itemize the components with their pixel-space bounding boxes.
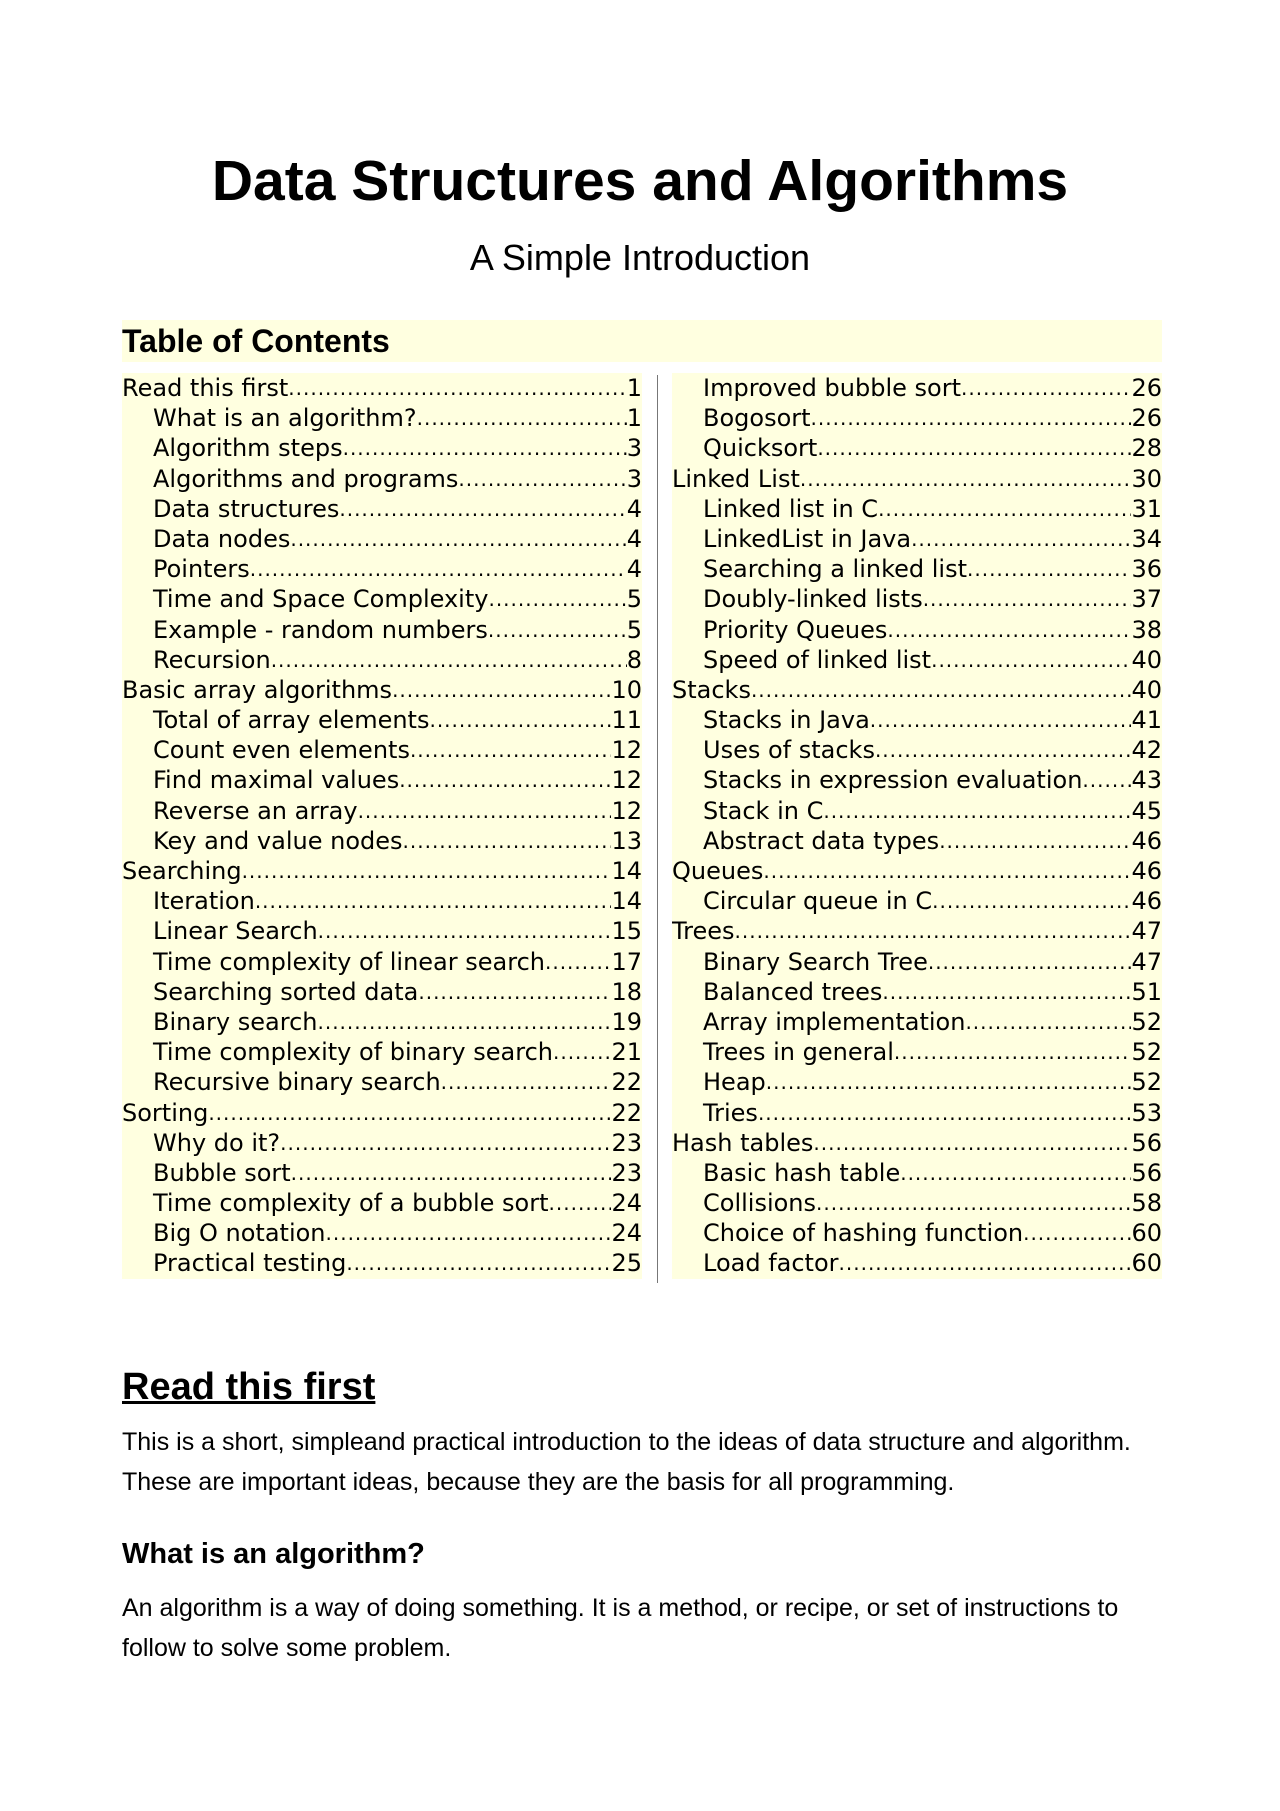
document-title: Data Structures and Algorithms [211, 149, 1069, 213]
toc-dot-leader [488, 584, 626, 614]
toc-entry[interactable] [122, 1007, 642, 1037]
toc-entry-label: Balanced trees [703, 977, 883, 1006]
toc-dot-leader [763, 856, 1131, 886]
toc-dot-leader [291, 1158, 612, 1188]
toc-dot-leader [441, 1067, 612, 1097]
toc-dot-leader [1023, 1218, 1131, 1248]
toc-entry-label: Time complexity of linear search [153, 947, 545, 976]
toc-dot-leader [553, 1037, 611, 1067]
toc-entry-page: 60 [1131, 1249, 1162, 1278]
toc-entry-page: 26 [1131, 374, 1162, 402]
toc-heading: Table of Contents [122, 320, 1162, 362]
toc-entry-label: Algorithm steps [153, 434, 343, 463]
toc-dot-leader [346, 1248, 611, 1278]
toc-entry[interactable] [122, 916, 642, 946]
toc-dot-leader [758, 1098, 1132, 1128]
toc-entry-label: Abstract data types [703, 826, 940, 855]
toc-entry-label: Array implementation [703, 1007, 966, 1036]
toc-entry-label: Hash tables [672, 1128, 814, 1157]
toc-dot-leader [318, 916, 612, 946]
toc-entry[interactable] [122, 403, 642, 433]
toc-entry-page: 14 [611, 857, 642, 885]
toc-dot-leader [894, 1037, 1132, 1067]
toc-entry-page: 52 [1131, 1038, 1162, 1067]
toc-entry-page: 17 [611, 947, 642, 976]
toc-entry[interactable] [122, 1158, 642, 1188]
toc-entry[interactable] [672, 524, 1162, 554]
toc-entry-label: Trees [672, 917, 735, 946]
toc-dot-leader [967, 554, 1131, 584]
toc-entry-page: 13 [611, 826, 642, 855]
toc-entry-label: Priority Queues [703, 615, 888, 644]
toc-entry-label: Bogosort [703, 404, 811, 433]
toc-entry-page: 22 [611, 1098, 642, 1127]
toc-entry-label: Why do it? [153, 1128, 281, 1157]
toc-dot-leader [545, 947, 611, 977]
toc-entry-label: Choice of hashing function [703, 1219, 1024, 1248]
toc-entry-page: 31 [1131, 494, 1162, 523]
toc-entry[interactable] [122, 615, 642, 645]
toc-entry-label: Queues [672, 857, 764, 885]
toc-dot-leader [816, 1188, 1131, 1218]
toc-entry[interactable] [672, 705, 1162, 735]
toc-entry[interactable] [122, 735, 642, 765]
toc-dot-leader [735, 916, 1132, 946]
toc-entry[interactable] [672, 1218, 1162, 1248]
toc-entry-page: 34 [1131, 524, 1162, 553]
toc-entry-page: 43 [1131, 766, 1162, 795]
toc-dot-leader [250, 554, 627, 584]
toc-entry-page: 52 [1131, 1068, 1162, 1097]
toc-entry[interactable] [122, 1037, 642, 1067]
toc-entry-label: Time complexity of a bubble sort [153, 1189, 549, 1218]
toc-dot-leader [358, 796, 612, 826]
toc-entry-label: Algorithms and programs [153, 464, 459, 493]
toc-entry-label: Read this first [122, 374, 289, 402]
toc-entry-label: Stacks in expression evaluation [703, 766, 1083, 795]
toc-entry-page: 46 [1131, 826, 1162, 855]
toc-entry-label: Recursion [153, 645, 271, 674]
toc-entry[interactable] [672, 403, 1162, 433]
toc-entry[interactable] [672, 494, 1162, 524]
toc-entry[interactable] [672, 1007, 1162, 1037]
toc-dot-leader [900, 1158, 1131, 1188]
toc-entry-page: 15 [611, 917, 642, 946]
toc-dot-leader [931, 645, 1131, 675]
toc-entry[interactable] [672, 584, 1162, 614]
toc-entry-label: Recursive binary search [153, 1068, 441, 1097]
toc-dot-leader [326, 1218, 612, 1248]
toc-entry[interactable] [672, 826, 1162, 856]
toc-entry-page: 41 [1131, 706, 1162, 735]
toc-dot-leader [823, 796, 1131, 826]
toc-dot-leader [271, 645, 627, 675]
toc-entry-page: 26 [1131, 404, 1162, 433]
toc-entry-page: 53 [1131, 1098, 1162, 1127]
toc-entry-page: 30 [1131, 464, 1162, 493]
toc-entry-label: Stack in C [703, 796, 824, 825]
toc-entry-label: Big O notation [153, 1219, 326, 1248]
toc-entry-label: Key and value nodes [153, 826, 403, 855]
toc-entry-label: Doubly-linked lists [703, 585, 923, 614]
toc-entry[interactable] [122, 705, 642, 735]
toc-entry[interactable] [122, 796, 642, 826]
toc-entry-page: 3 [626, 464, 642, 493]
toc-entry-page: 40 [1131, 675, 1162, 704]
toc-entry-label: Data nodes [153, 524, 291, 553]
toc-entry[interactable] [122, 494, 642, 524]
toc-entry-page: 45 [1131, 796, 1162, 825]
toc-dot-leader [923, 584, 1132, 614]
toc-dot-leader [800, 464, 1132, 494]
toc-entry[interactable] [672, 373, 1162, 403]
toc-dot-leader [410, 735, 612, 765]
toc-entry-page: 4 [626, 524, 642, 553]
toc-entry-page: 18 [611, 977, 642, 1006]
toc-entry[interactable] [122, 1188, 642, 1218]
toc-dot-leader [208, 1098, 611, 1128]
toc-entry-page: 1 [626, 404, 642, 433]
toc-column-divider [657, 375, 658, 1283]
toc-entry[interactable] [672, 1067, 1162, 1097]
toc-entry-page: 8 [626, 645, 642, 674]
toc-dot-leader [339, 494, 626, 524]
toc-entry-page: 51 [1131, 977, 1162, 1006]
toc-entry-label: Count even elements [153, 736, 410, 765]
toc-entry[interactable] [122, 765, 642, 795]
toc-entry[interactable] [672, 675, 1162, 705]
toc-entry[interactable] [122, 1098, 642, 1128]
toc-entry[interactable] [122, 856, 642, 886]
toc-dot-leader [392, 675, 611, 705]
toc-dot-leader [429, 705, 611, 735]
toc-entry[interactable] [672, 1188, 1162, 1218]
toc-entry[interactable] [672, 554, 1162, 584]
toc-entry[interactable] [122, 886, 642, 916]
toc-entry-page: 1 [626, 374, 642, 402]
document-subtitle: A Simple Introduction [469, 237, 811, 278]
toc-dot-leader [417, 403, 627, 433]
toc-entry[interactable] [672, 645, 1162, 675]
toc-dot-leader [932, 886, 1131, 916]
toc-dot-leader [817, 433, 1131, 463]
toc-entry-page: 5 [626, 615, 642, 644]
toc-entry-page: 25 [611, 1249, 642, 1278]
toc-entry-page: 14 [611, 887, 642, 916]
toc-entry[interactable] [672, 886, 1162, 916]
toc-entry-label: Time complexity of binary search [153, 1038, 553, 1067]
toc-entry-page: 24 [611, 1219, 642, 1248]
toc-entry-page: 47 [1131, 947, 1162, 976]
toc-entry[interactable] [672, 1248, 1162, 1278]
toc-entry-label: Linked list in C [703, 494, 879, 523]
toc-entry-page: 56 [1131, 1158, 1162, 1187]
toc-entry[interactable] [672, 1098, 1162, 1128]
toc-entry-page: 10 [611, 675, 642, 704]
toc-entry-page: 4 [626, 555, 642, 584]
toc-entry[interactable] [672, 1037, 1162, 1067]
toc-entry-label: Linked List [672, 464, 800, 493]
toc-dot-leader [1082, 765, 1131, 795]
toc-entry-page: 24 [611, 1189, 642, 1218]
toc-entry[interactable] [672, 856, 1162, 886]
toc-entry-page: 22 [611, 1068, 642, 1097]
toc-left-column [122, 373, 642, 1279]
toc-entry-label: Reverse an array [153, 796, 358, 825]
toc-entry-label: Searching a linked list [703, 555, 967, 584]
toc-dot-leader [280, 1128, 611, 1158]
toc-entry-label: Time and Space Complexity [153, 585, 489, 614]
toc-entry[interactable] [672, 1158, 1162, 1188]
toc-entry[interactable] [672, 615, 1162, 645]
toc-entry-page: 28 [1131, 434, 1162, 463]
toc-entry-page: 58 [1131, 1189, 1162, 1218]
toc-entry-label: Stacks in Java [703, 706, 870, 735]
toc-dot-leader [961, 373, 1131, 403]
toc-entry[interactable] [672, 916, 1162, 946]
toc-entry[interactable] [122, 1128, 642, 1158]
toc-right-column [672, 373, 1162, 1279]
toc-entry-label: Stacks [672, 675, 751, 704]
section-body-read-this-first: This is a short, simpleand practical introduction to the ideas of data structure and algorithm. These are important ideas, because they are the basis for all programming. [122, 1428, 1131, 1496]
toc-dot-leader [875, 735, 1132, 765]
toc-entry-page: 60 [1131, 1219, 1162, 1248]
toc-entry[interactable] [122, 645, 642, 675]
toc-dot-leader [965, 1007, 1131, 1037]
toc-dot-leader [870, 705, 1132, 735]
toc-entry-label: Example - random numbers [153, 615, 488, 644]
toc-entry-label: Basic hash table [703, 1158, 901, 1187]
toc-entry-page: 42 [1131, 736, 1162, 765]
toc-entry[interactable] [122, 826, 642, 856]
toc-entry[interactable] [672, 464, 1162, 494]
toc-entry[interactable] [122, 947, 642, 977]
toc-entry-label: Collisions [703, 1189, 817, 1218]
toc-dot-leader [882, 977, 1131, 1007]
section-body-what-is-an-algorithm: An algorithm is a way of doing something. It is a method, or recipe, or set of instructions to follow to solve some problem. [122, 1594, 1119, 1662]
toc-entry-label: Improved bubble sort [703, 374, 961, 402]
toc-entry-page: 23 [611, 1128, 642, 1157]
toc-entry-label: Practical testing [153, 1249, 347, 1278]
toc-entry[interactable] [122, 584, 642, 614]
toc-entry-page: 52 [1131, 1007, 1162, 1036]
toc-entry-page: 46 [1131, 887, 1162, 916]
toc-entry-page: 46 [1131, 857, 1162, 885]
toc-dot-leader [288, 373, 626, 403]
toc-entry-label: Searching [122, 857, 242, 885]
toc-entry-label: Linear Search [153, 917, 318, 946]
toc-dot-leader [403, 826, 612, 856]
toc-entry-label: Tries [703, 1098, 758, 1127]
toc-entry-label: Trees in general [703, 1038, 894, 1067]
toc-dot-leader [458, 464, 626, 494]
toc-dot-leader [811, 403, 1132, 433]
toc-dot-leader [290, 524, 626, 554]
toc-entry[interactable] [122, 373, 642, 403]
toc-entry[interactable] [122, 1248, 642, 1278]
toc-entry[interactable] [122, 464, 642, 494]
toc-entry-label: Pointers [153, 555, 250, 584]
toc-entry-page: 36 [1131, 555, 1162, 584]
toc-dot-leader [839, 1248, 1132, 1278]
toc-dot-leader [887, 615, 1131, 645]
toc-dot-leader [911, 524, 1131, 554]
toc-dot-leader [242, 856, 612, 886]
toc-entry-label: Uses of stacks [703, 736, 875, 765]
toc-dot-leader [255, 886, 612, 916]
toc-entry-label: Heap [703, 1068, 766, 1097]
toc-entry[interactable] [672, 765, 1162, 795]
toc-entry-page: 38 [1131, 615, 1162, 644]
toc-entry-label: Basic array algorithms [122, 675, 393, 704]
toc-dot-leader [488, 615, 627, 645]
toc-entry-page: 3 [626, 434, 642, 463]
toc-dot-leader [751, 675, 1132, 705]
toc-dot-leader [343, 433, 627, 463]
toc-entry-label: Bubble sort [153, 1158, 291, 1187]
section-heading-what-is-an-algorithm: What is an algorithm? [122, 1538, 425, 1570]
toc-dot-leader [813, 1128, 1131, 1158]
toc-dot-leader [549, 1188, 612, 1218]
toc-entry[interactable] [672, 433, 1162, 463]
toc-entry-page: 11 [611, 706, 642, 735]
toc-dot-leader [878, 494, 1131, 524]
toc-entry-page: 5 [626, 585, 642, 614]
toc-entry-label: Binary Search Tree [703, 947, 928, 976]
toc-entry-page: 12 [611, 736, 642, 765]
toc-entry-page: 19 [611, 1007, 642, 1036]
toc-entry-label: Searching sorted data [153, 977, 419, 1006]
toc-entry-label: Load factor [703, 1249, 839, 1278]
toc-entry-label: Total of array elements [153, 706, 430, 735]
toc-entry-label: Find maximal values [153, 766, 400, 795]
toc-entry[interactable] [672, 977, 1162, 1007]
toc-entry-label: What is an algorithm? [153, 404, 417, 433]
toc-entry-label: Data structures [153, 494, 340, 523]
toc-dot-leader [928, 947, 1132, 977]
toc-entry-page: 12 [611, 766, 642, 795]
toc-dot-leader [939, 826, 1131, 856]
toc-entry[interactable] [672, 1128, 1162, 1158]
toc-entry[interactable] [122, 433, 642, 463]
toc-entry-page: 40 [1131, 645, 1162, 674]
toc-entry-page: 21 [611, 1038, 642, 1067]
toc-dot-leader [418, 977, 611, 1007]
toc-entry[interactable] [672, 735, 1162, 765]
toc-entry[interactable] [122, 554, 642, 584]
toc-dot-leader [399, 765, 611, 795]
toc-entry-label: Sorting [122, 1098, 209, 1127]
toc-entry[interactable] [122, 1067, 642, 1097]
toc-dot-leader [766, 1067, 1132, 1097]
toc-entry[interactable] [672, 947, 1162, 977]
toc-entry-label: Binary search [153, 1007, 318, 1036]
section-heading-read-this-first: Read this first [122, 1366, 376, 1408]
toc-entry[interactable] [122, 675, 642, 705]
toc-entry-label: Circular queue in C [703, 887, 933, 916]
toc-entry-label: Iteration [153, 887, 255, 916]
toc-entry-page: 56 [1131, 1128, 1162, 1157]
toc-entry-page: 37 [1131, 585, 1162, 614]
toc-entry[interactable] [122, 977, 642, 1007]
toc-entry-label: Quicksort [703, 434, 818, 463]
toc-entry-label: Speed of linked list [703, 645, 932, 674]
toc-dot-leader [317, 1007, 611, 1037]
toc-entry[interactable] [122, 524, 642, 554]
toc-entry-label: LinkedList in Java [703, 524, 912, 553]
toc-entry-page: 23 [611, 1158, 642, 1187]
toc-entry-page: 4 [626, 494, 642, 523]
toc-entry[interactable] [122, 1218, 642, 1248]
toc-entry[interactable] [672, 796, 1162, 826]
toc-entry-page: 12 [611, 796, 642, 825]
toc-entry-page: 47 [1131, 917, 1162, 946]
